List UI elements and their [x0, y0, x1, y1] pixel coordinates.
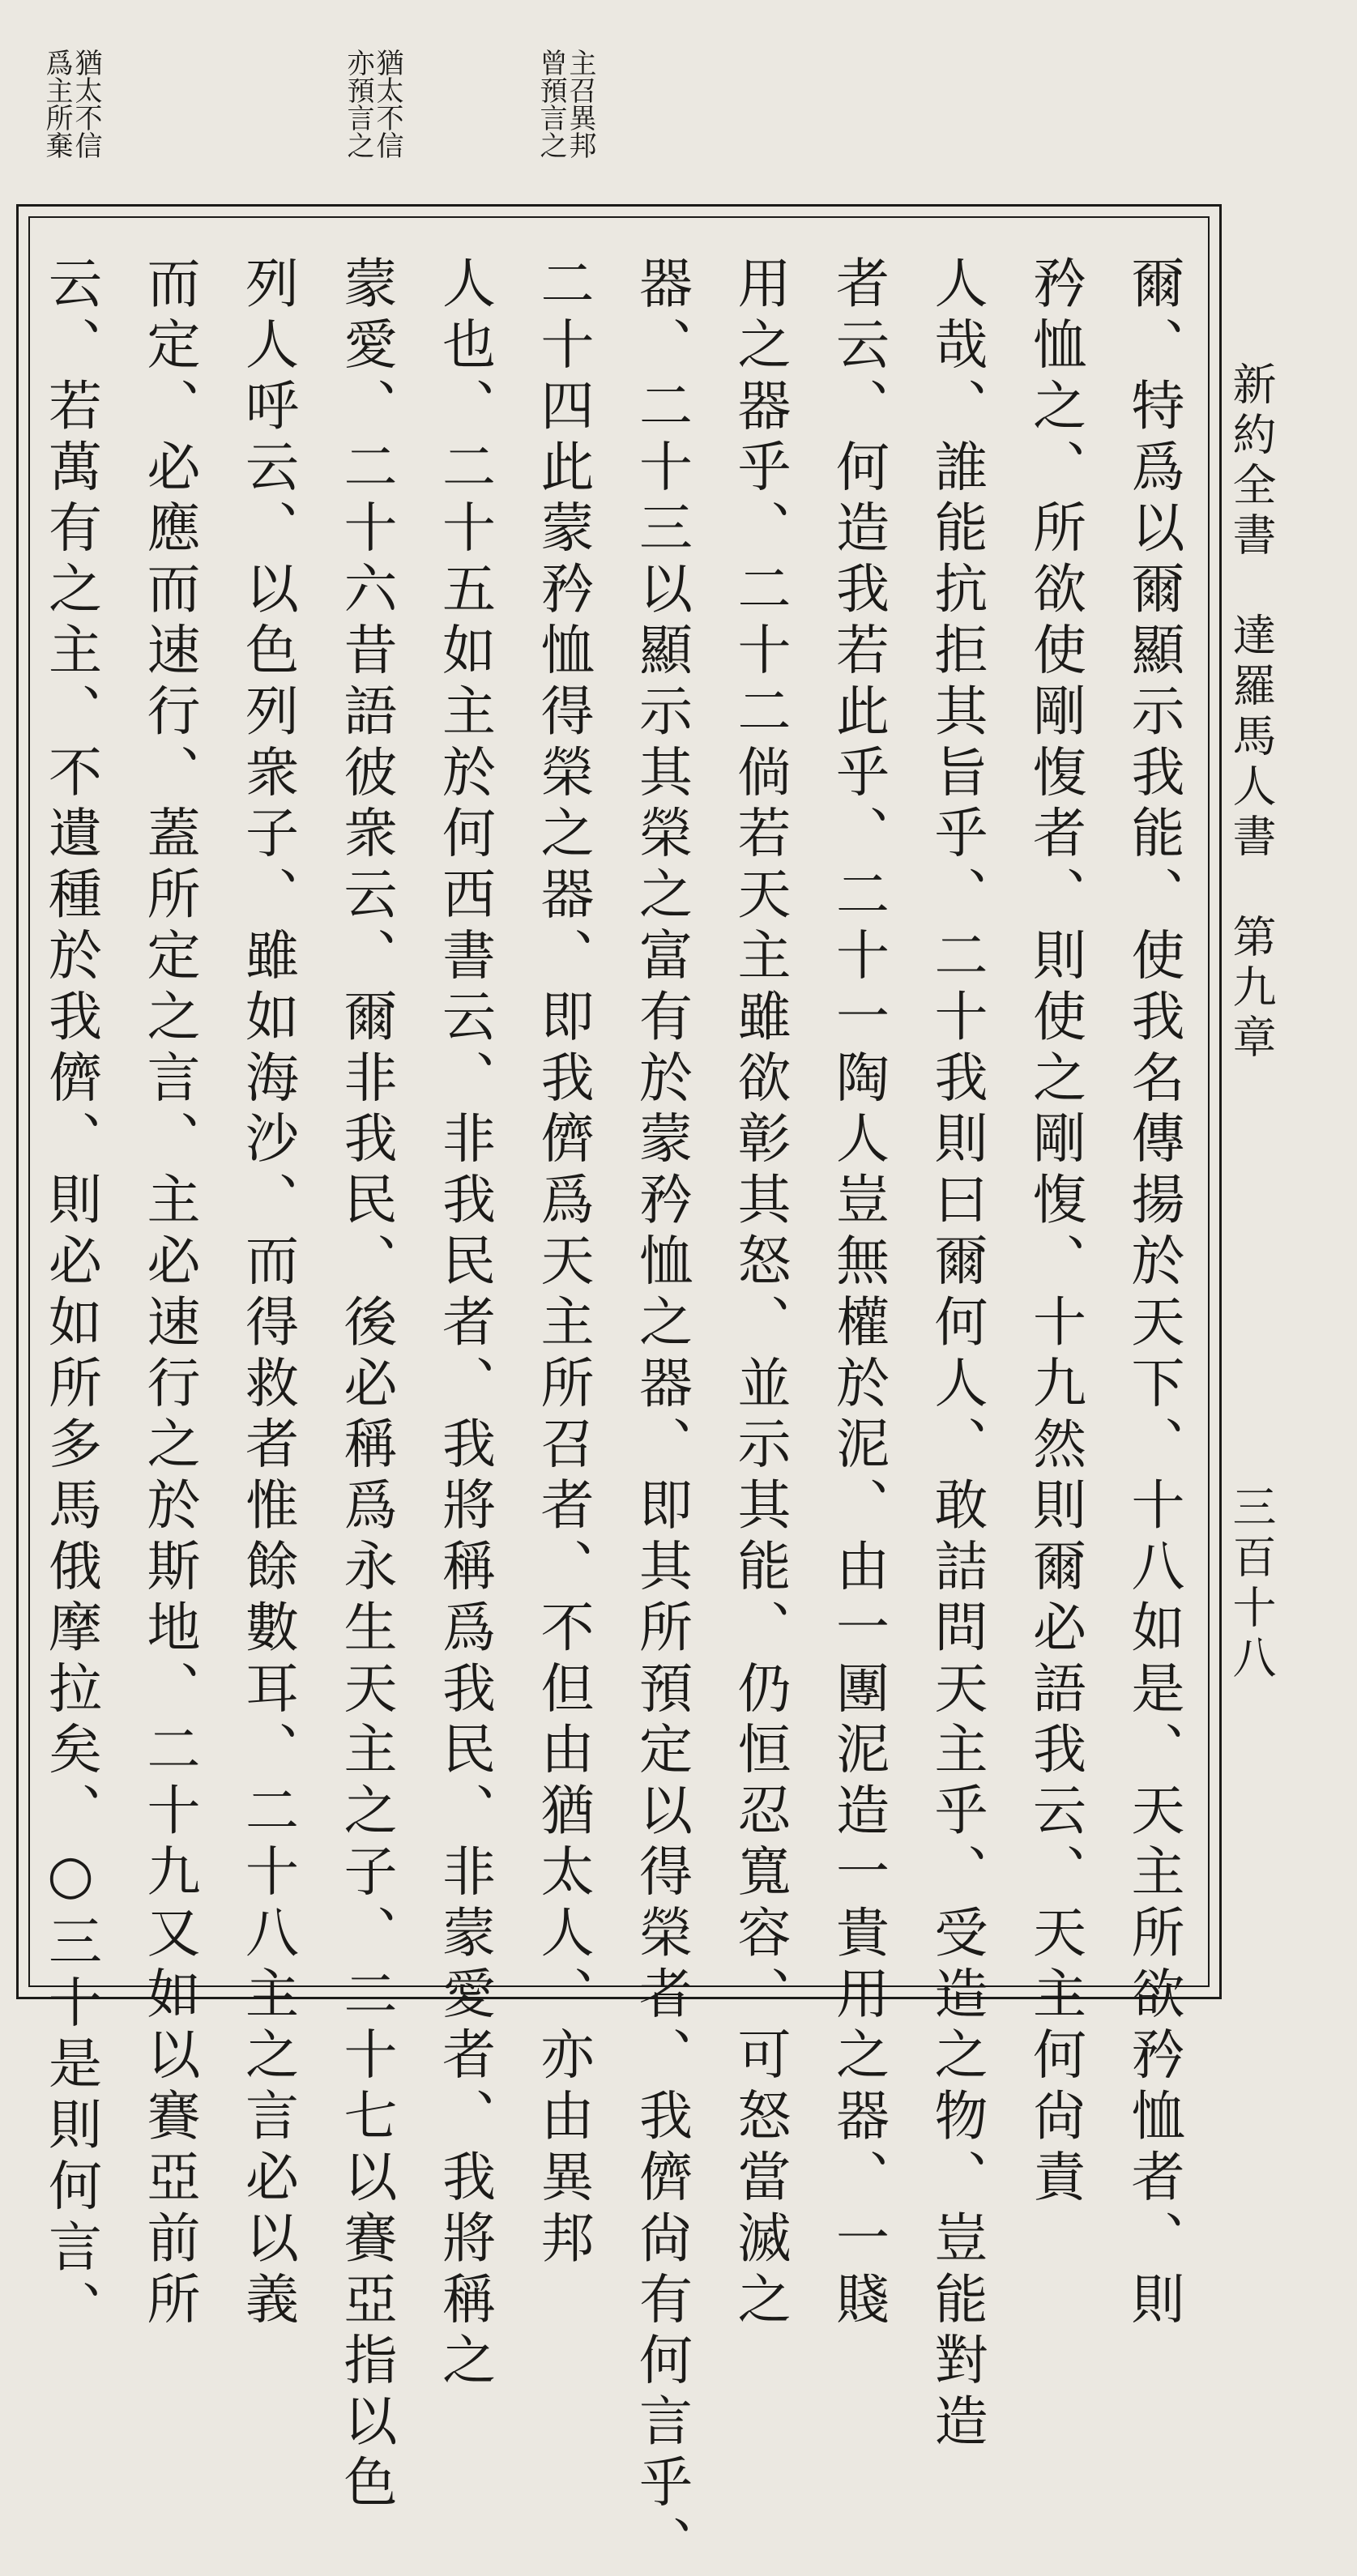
page-number: 三百十八 [1226, 1484, 1277, 1685]
margin-note: 主召異邦 曾預言之 [535, 49, 596, 159]
text-column: 器、二十三以顯示其榮之富有於蒙矜恤之器、即其所預定以得榮者、我儕尙有何言乎、 [629, 255, 693, 2576]
text-column: 人也、二十五如主於何西書云、非我民者、我將稱爲我民、非蒙愛者、我將稱之 [433, 255, 496, 2393]
text-frame [16, 204, 1222, 2576]
margin-note: 猶太不信 爲主所棄 [41, 49, 102, 159]
text-column: 蒙愛、二十六昔語彼衆云、爾非我民、後必稱爲永生天主之子、二十七以賽亞指以色 [335, 255, 397, 2515]
text-column: 人哉、誰能抗拒其旨乎、二十我則曰爾何人、敢詰問天主乎、受造之物、豈能對造 [925, 255, 988, 2454]
margin-note: 猶太不信 亦預言之 [342, 49, 403, 159]
text-column: 而定、必應而速行、蓋所定之言、主必速行之於斯地、二十九又如以賽亞前所 [138, 255, 200, 2332]
text-column: 矜恤之、所欲使剛愎者、則使之剛愎、十九然則爾必語我云、天主何尙責 [1023, 255, 1086, 2210]
scripture-text [21, 255, 1218, 2576]
text-column: 者云、何造我若此乎、二十一陶人豈無權於泥、由一團泥造一貴用之器、一賤 [826, 255, 890, 2332]
running-title: 新約全書 達羅馬人書 第九章 [1226, 361, 1277, 1064]
text-column: 云、若萬有之主、不遺種於我儕、則必如所多馬俄摩拉矣、○三十是則何言、 [39, 255, 102, 2341]
text-column: 列人呼云、以色列衆子、雖如海沙、而得救者惟餘數耳、二十八主之言必以義 [236, 255, 299, 2332]
text-column: 用之器乎、二十二倘若天主雖欲彰其怒、並示其能、仍恒忍寬容、可怒當滅之 [728, 255, 791, 2332]
text-column: 二十四此蒙矜恤得榮之器、即我儕爲天主所召者、不但由猶太人、亦由異邦 [531, 255, 594, 2271]
text-column: 爾、特爲以爾顯示我能、使我名傳揚於天下、十八如是、天主所欲矜恤者、則 [1122, 255, 1184, 2332]
